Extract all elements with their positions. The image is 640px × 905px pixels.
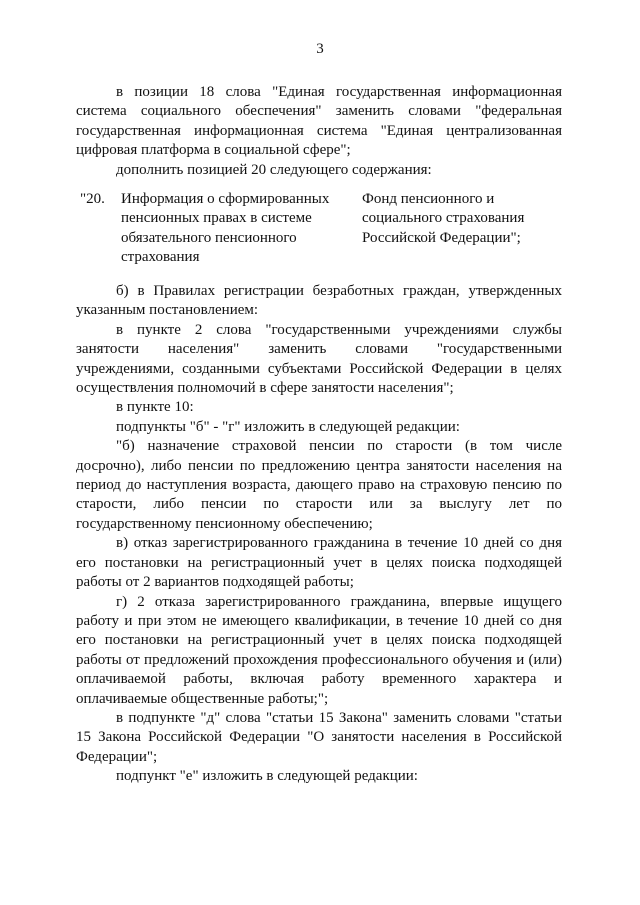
paragraph: в пункте 2 слова "государственными учреждениями службы занятости населения" заменить словами "государственными учреждениями, созданными субъектами Российской Федерации в целях осуществления полномочий в сфере занятости населения";: [76, 321, 562, 397]
entry-description-line: обязательного пенсионного: [121, 229, 297, 246]
table-entry-20: [76, 190, 562, 270]
paragraph: "б) назначение страховой пенсии по старости (в том числе досрочно), либо пенсии по предложению центра занятости населения на период до наступления возраста, дающего право на страховую пенсию по старости, либо пенсии по старости или за выслугу лет по государственному пенсионному обеспечению;: [76, 438, 562, 532]
entry-description: [121, 190, 330, 268]
paragraph: в пункте 10:: [116, 399, 194, 416]
entry-number: "20.: [80, 191, 105, 207]
amendment-block-1: [76, 83, 562, 180]
paragraph: подпункты "б" - "г" изложить в следующей редакции:: [116, 418, 460, 435]
page-number: 3: [316, 41, 324, 57]
paragraph: подпункт "е" изложить в следующей редакции:: [116, 768, 418, 785]
paragraph: дополнить позицией 20 следующего содержания:: [116, 161, 432, 178]
entry-responsible-line: Российской Федерации";: [362, 229, 521, 246]
entry-description-line: страхования: [121, 249, 200, 266]
paragraph: в позиции 18 слова "Единая государственная информационная система социального обеспечения" заменить словами "федеральная государственная информационная система "Единая централизованная цифровая платформа в социальной сфере";: [76, 84, 562, 159]
paragraph: в) отказ зарегистрированного гражданина в течение 10 дней со дня его постановки на регистрационный учет в целях поиска подходящей работы от 2 вариантов подходящей работы;: [76, 535, 562, 591]
entry-description-line: Информация о сформированных: [121, 191, 330, 207]
amendment-block-2: [76, 282, 562, 787]
entry-responsible-line: Фонд пенсионного и: [362, 191, 495, 207]
entry-responsible: [362, 190, 562, 248]
paragraph: в подпункте "д" слова "статьи 15 Закона" заменить словами "статьи 15 Закона Российской Федерации "О занятости населения в Российской Федерации";: [76, 709, 562, 765]
entry-responsible-line: социального страхования: [362, 210, 525, 227]
paragraph: г) 2 отказа зарегистрированного гражданина, впервые ищущего работу и при этом не имеющего квалификации, в течение 10 дней со дня его постановки на регистрационный учет в целях поиска подходящей работы от предложений прохождения профессионального обучения и (или) оплачиваемой работы, включая работу временного характера и оплачиваемые общественные работы;";: [76, 593, 562, 707]
paragraph: б) в Правилах регистрации безработных граждан, утвержденных указанным постановлением:: [76, 283, 562, 319]
entry-description-line: пенсионных правах в системе: [121, 210, 312, 227]
